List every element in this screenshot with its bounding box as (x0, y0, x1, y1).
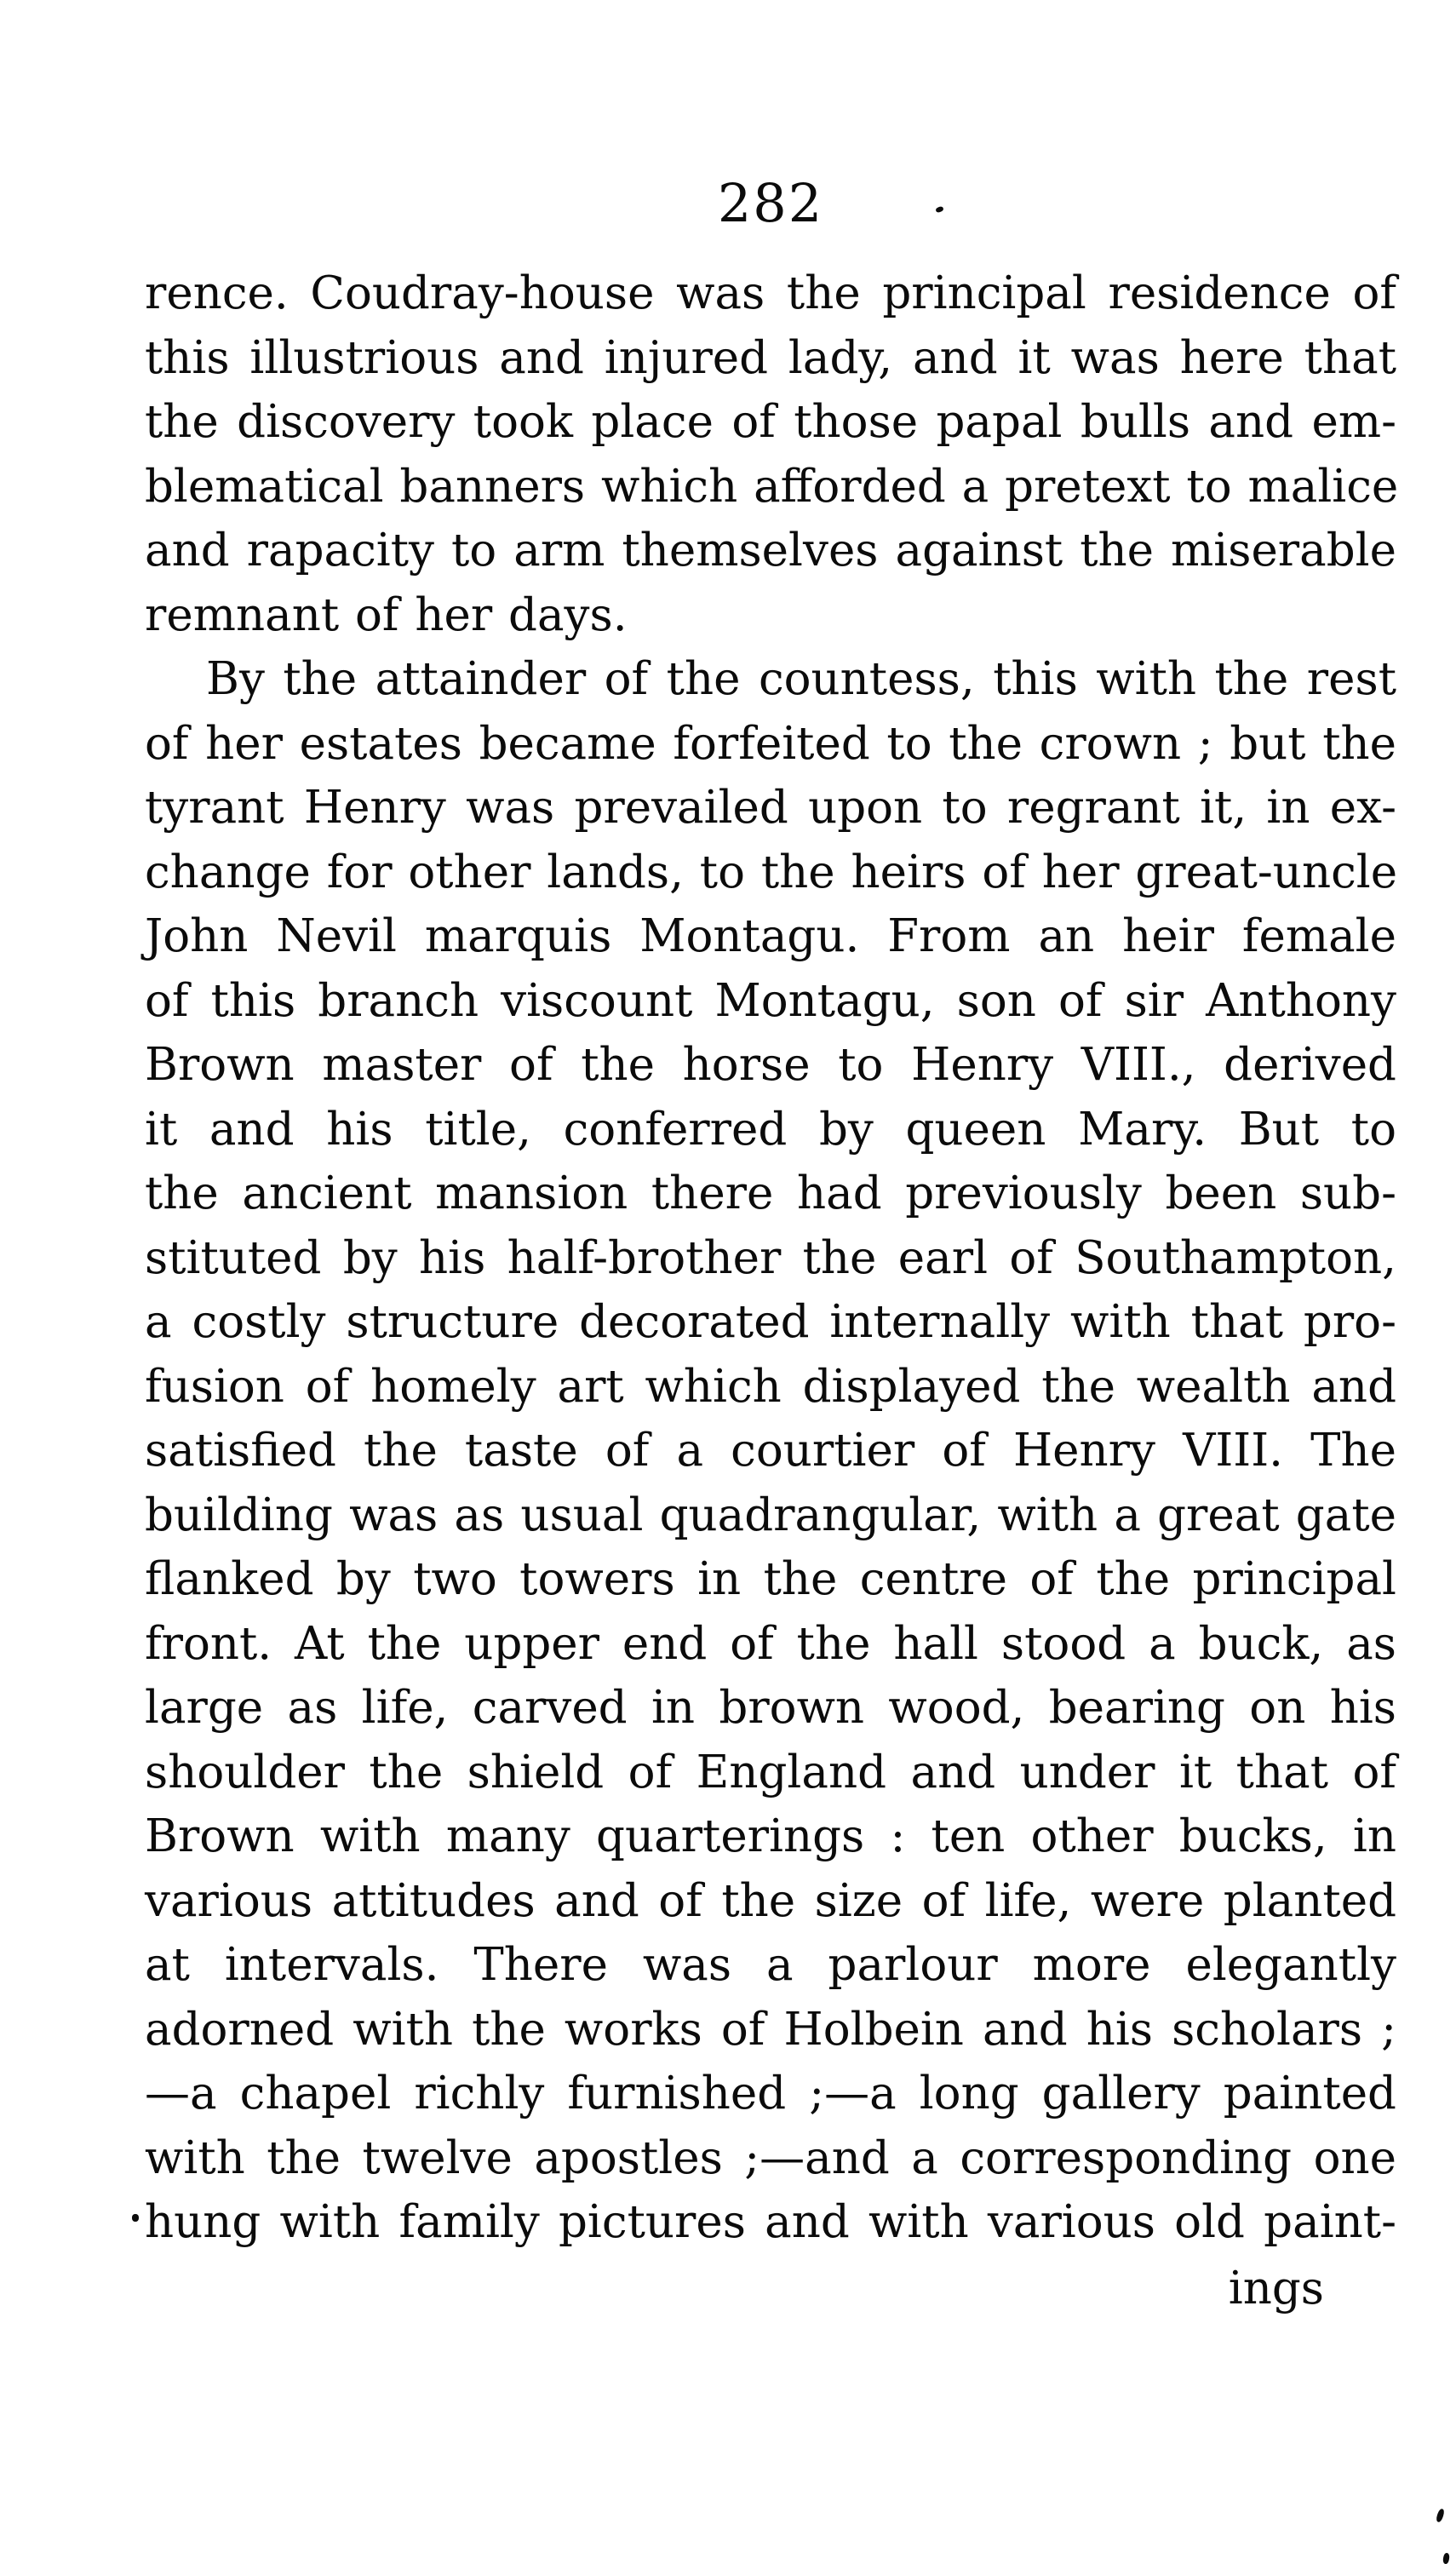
text-line: of this branch viscount Montagu, son of sir Anthony (145, 974, 1396, 1027)
text-line: it and his title, conferred by queen Mary. But to (145, 1103, 1396, 1156)
text-line: the discovery took place of those papal bulls and em- (145, 396, 1396, 448)
text-line: at intervals. There was a parlour more elegantly (145, 1939, 1396, 1991)
text-line: adorned with the works of Holbein and his scholars ; (145, 2003, 1396, 2056)
text-line: tyrant Henry was prevailed upon to regrant it, in ex- (145, 782, 1396, 834)
text-line: large as life, carved in brown wood, bearing on his (145, 1682, 1396, 1734)
text-block (145, 261, 1399, 2255)
text-line: remnant of her days. (145, 588, 628, 641)
text-line: shoulder the shield of England and under it that of (145, 1746, 1396, 1798)
text-line: By the attainder of the countess, this with the rest (206, 653, 1396, 705)
text-line: flanked by two towers in the centre of the principal (145, 1553, 1396, 1605)
text-line: this illustrious and injured lady, and it was here that (145, 331, 1396, 384)
text-line: Brown with many quarterings : ten other bucks, in (145, 1810, 1396, 1862)
text-line: front. At the upper end of the hall stood a buck, as (145, 1617, 1396, 1670)
text-line: a costly structure decorated internally with that pro- (145, 1296, 1396, 1348)
text-line: change for other lands, to the heirs of her great-uncle (145, 846, 1398, 898)
text-line: building was as usual quadrangular, with a great gate (145, 1488, 1396, 1541)
text-line: —a chapel richly furnished ;—a long gallery painted (145, 2068, 1396, 2119)
text-line: with the twelve apostles ;—and a corresponding one (145, 2131, 1396, 2184)
text-line: the ancient mansion there had previously been sub- (145, 1167, 1396, 1219)
text-line: blematical banners which afforded a pretext to malice (145, 460, 1399, 513)
text-line: Brown master of the horse to Henry VIII., derived (145, 1039, 1396, 1091)
text-line: of her estates became forfeited to the crown ; but the (145, 717, 1396, 770)
text-line: stituted by his half-brother the earl of Southampton, (145, 1231, 1396, 1284)
ink-speck (1442, 2553, 1450, 2564)
ink-speck (1436, 2508, 1446, 2522)
text-line: and rapacity to arm themselves against the miserable (145, 525, 1396, 576)
text-line: rence. Coudray-house was the principal residence of (145, 267, 1396, 319)
page-number: 282 (717, 172, 824, 234)
text-line: fusion of homely art which displayed the wealth and (145, 1360, 1396, 1413)
text-line: hung with family pictures and with various old paint- (145, 2196, 1396, 2248)
text-line: John Nevil marquis Montagu. From an heir female (145, 910, 1396, 962)
ink-speck (132, 2214, 139, 2222)
catchword: ings (1228, 2263, 1324, 2314)
text-line: various attitudes and of the size of life, were planted (145, 1874, 1396, 1927)
text-line: satisfied the taste of a courtier of Henry VIII. The (145, 1425, 1396, 1477)
